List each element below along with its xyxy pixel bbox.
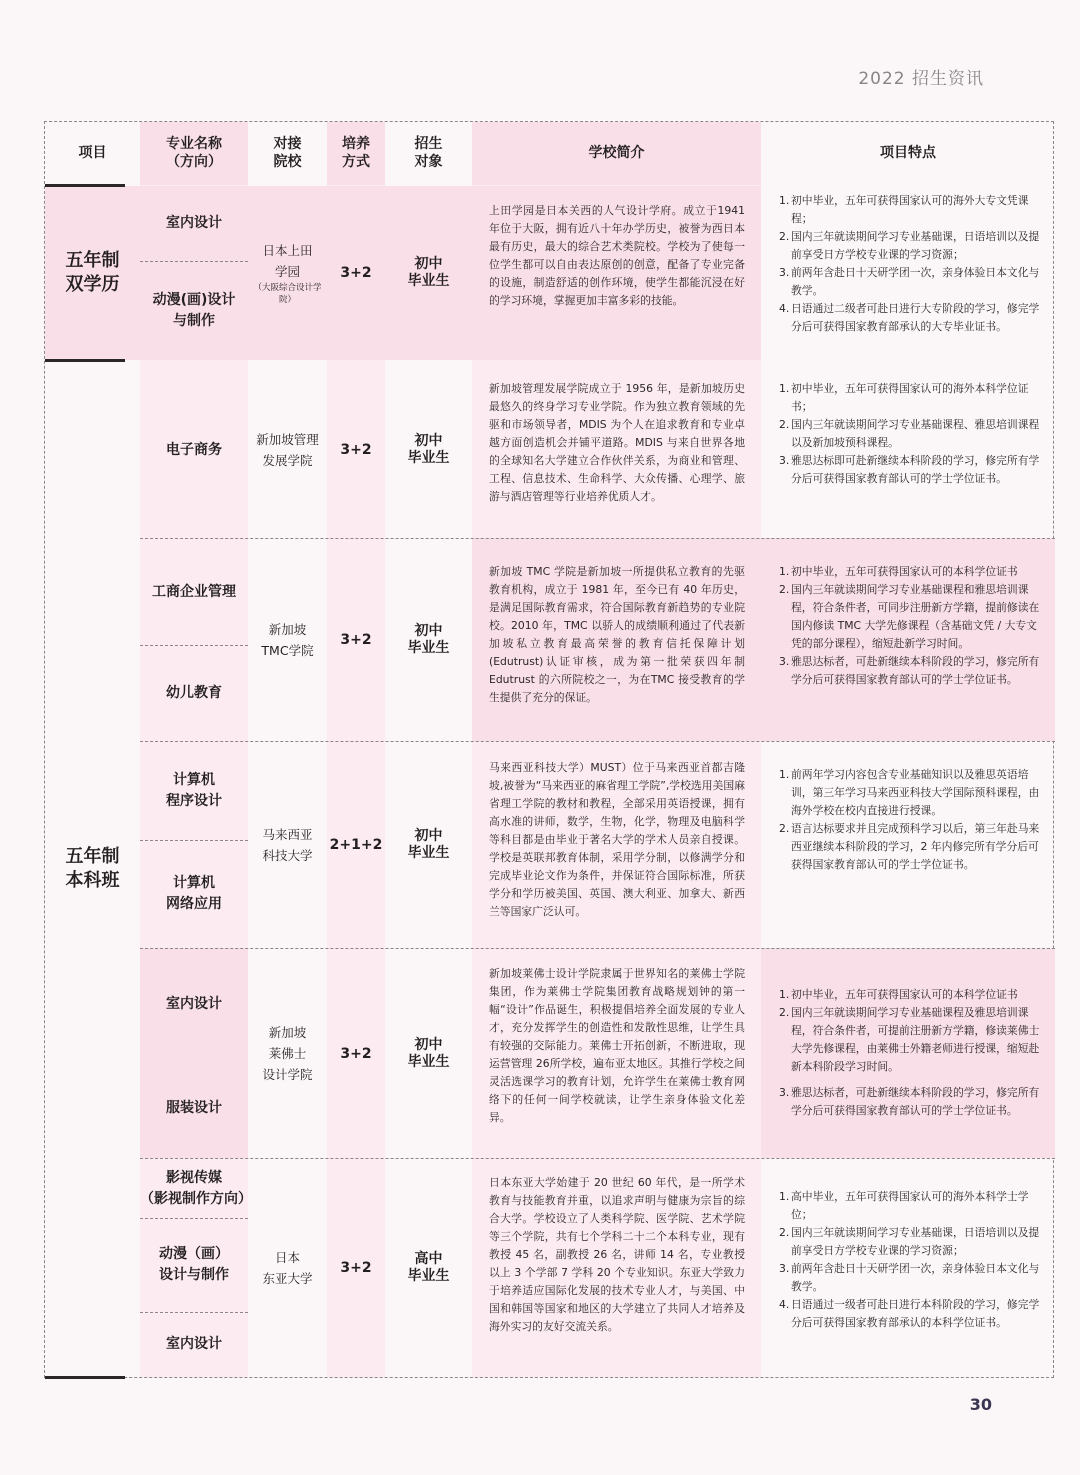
feature-text: 日语通过二级者可赴日进行大专阶段的学习，修完学分后可获得国家教育部承认的大专毕业证书。	[791, 302, 1040, 333]
feature-text: 国内三年就读期间学习专业基础课程和雅思培训课程，符合条件者，可同步注册新方学籍，提前修读在国内修读 TMC 大学先修课程（含基础文凭 / 大专文凭的部分课程），缩短赴新学习时间。	[791, 583, 1040, 650]
header-mode-line1: 培养	[342, 136, 370, 152]
major-name	[140, 840, 248, 948]
feature-text: 初中毕业，五年可获得国家认可的海外本科学位证书；	[791, 382, 1029, 413]
target-students-line1: 初中	[414, 1036, 443, 1053]
feature-item: 2. 国内三年就读期间学习专业基础课，日语培训以及提前享受日方学校专业课的学习资源；	[779, 230, 1040, 261]
target-students	[385, 742, 472, 948]
feature-item: 2. 国内三年就读期间学习专业基础课程、雅思培训课程以及新加坡预科课程。	[779, 418, 1040, 449]
header-mode-line2: 方式	[342, 154, 370, 170]
feature-text: 高中毕业，五年可获得国家认可的海外本科学士学位；	[791, 1190, 1029, 1221]
training-mode: 3+2	[340, 632, 372, 648]
partner-school-line2: 发展学院	[262, 453, 313, 468]
header-program: 项目	[78, 145, 107, 161]
program-label	[45, 362, 140, 1376]
target-students-line2: 毕业生	[407, 273, 450, 289]
target-students	[385, 1159, 472, 1376]
feature-list	[779, 766, 1041, 874]
target-students-line1: 初中	[414, 828, 443, 844]
partner-school	[248, 1159, 327, 1376]
feature-item: 3. 雅思达标者，可赴新继续本科阶段的学习，修完所有学分后可获得国家教育部认可的学士学位证书。	[779, 655, 1040, 686]
major-name-line2: 程序设计	[166, 793, 222, 809]
feature-text: 初中毕业，五年可获得国家认可的本科学位证书	[791, 988, 1018, 1001]
partner-school	[248, 949, 327, 1158]
major-name-line2: 与制作	[173, 312, 215, 329]
feature-text: 国内三年就读期间学习专业基础课程及雅思培训课程，符合条件者，可提前注册新方学籍，修读莱佛士大学先修课程，由莱佛士外籍老师进行授课，缩短赴新本科阶段学习时间。	[791, 1006, 1040, 1073]
training-mode: 3+2	[340, 1045, 372, 1062]
header-school-line2: 院校	[273, 154, 302, 170]
target-students-line2: 毕业生	[407, 1053, 450, 1070]
school-intro: 新加坡 TMC 学院是新加坡一所提供私立教育的先驱教育机构，成立于 1981 年，至今已有 40 年历史，是满足国际教育需求，符合国际教育新趋势的专业院校。2010 年，TMC 以骄人的成绩顺利通过了代表新加坡私立教育最高荣誉的教育信托保障计划(Edutrust)认证审核，成为第一批荣获四年制 Edutrust 的六所院校之一，为在TMC 接受教育的学生提供了充分的保证。	[489, 565, 745, 704]
target-students	[385, 362, 472, 538]
header-target	[385, 122, 472, 184]
partner-school	[248, 742, 327, 948]
target-students-line1: 初中	[414, 433, 443, 449]
target-students	[385, 186, 472, 360]
header-school-line1: 对接	[273, 136, 302, 152]
feature-item: 4. 日语通过一级者可赴日进行本科阶段的学习，修完学分后可获得国家教育部承认的本科学位证书。	[779, 1298, 1040, 1329]
target-students-line1: 初中	[414, 256, 443, 272]
major-name: 室内设计	[166, 215, 222, 231]
feature-text: 初中毕业，五年可获得国家认可的本科学位证书	[791, 565, 1018, 578]
school-intro: 马来西亚科技大学）MUST）位于马来西亚首都吉隆坡,被誉为“马来西亚的麻省理工学院”,学校选用美国麻省理工学院的教材和教程，全部采用英语授课，拥有高水准的讲师，数学，生物，化学，物理及电脑科学等科目都是由毕业于著名大学的学术人员亲自授课。学校是英联邦教育体制，采用学分制，以修满学分和完成毕业论文作为条件，并保证符合国际标准，所获学分和学历被美国、英国、澳大利亚、加拿大、新西兰等国家广泛认可。	[489, 761, 745, 918]
feature-text: 前两年含赴日十天研学团一次，亲身体验日本文化与教学。	[791, 1262, 1040, 1293]
feature-item: 3. 雅思达标者，可赴新继续本科阶段的学习，修完所有学分后可获得国家教育部认可的学士学位证书。	[779, 1086, 1040, 1117]
feature-text: 前两年含赴日十天研学团一次，亲身体验日本文化与教学。	[791, 266, 1040, 297]
partner-school-line1: 日本	[274, 1249, 300, 1265]
feature-item: 2. 语言达标要求并且完成预科学习以后，第三年赴马来西亚继续本科阶段的学习，2 年内修完所有学分后可获得国家教育部认可的学士学位证书。	[779, 822, 1040, 871]
feature-item: 1. 初中毕业，五年可获得国家认可的本科学位证书	[779, 988, 1018, 1001]
program-label-line2: 双学历	[65, 274, 120, 295]
header-mode	[327, 122, 385, 184]
major-name: 幼儿教育	[166, 684, 222, 701]
target-students	[385, 949, 472, 1158]
major-name-line1: 计算机	[173, 875, 215, 891]
feature-item: 1. 初中毕业，五年可获得国家认可的海外大专文凭课程；	[779, 194, 1029, 225]
program-label-line2: 本科班	[65, 870, 120, 891]
school-intro: 新加坡莱佛士设计学院隶属于世界知名的莱佛士学院集团，作为莱佛士学院集团教育战略规划钟的第一幅“设计”作品诞生，积极提倡培养全面发展的专业人才，充分发挥学生的创造性和发散性思维，让学生具有较强的交际能力。莱佛士开拓创新，不断进取，现运营管理 26所学校，遍布亚太地区。其推行学校之间灵活选课学习的教育计划，允许学生在莱佛士教育网络下的任何一间学校就读，让学生亲身体验文化差异。	[489, 967, 745, 1124]
target-students-line2: 毕业生	[407, 1267, 450, 1284]
major-name	[140, 1159, 252, 1218]
target-students-line2: 毕业生	[407, 450, 450, 466]
header-target-line2: 对象	[414, 154, 443, 170]
feature-item: 4. 日语通过二级者可赴日进行大专阶段的学习，修完学分后可获得国家教育部承认的大专毕业证书。	[779, 302, 1040, 333]
header-major	[140, 122, 248, 184]
partner-school	[248, 539, 327, 741]
major-name-line1: 计算机	[173, 772, 215, 788]
major-name: 室内设计	[166, 995, 222, 1012]
major-name-line1: 动漫(画)设计	[152, 291, 236, 308]
school-intro: 上田学园是日本关西的人气设计学府。成立于1941 年位于大阪，拥有近八十年办学历史，被誉为西日本最有历史，最大的综合艺术类院校。学校为了使每一位学生都可以自由表达原创的创意，配备了专业完备的设施，制造舒适的创作环境，使学生都能沉浸在好的学习环境，掌握更加丰富多彩的技能。	[489, 204, 745, 307]
partner-school	[248, 362, 327, 538]
major-name: 服装设计	[166, 1100, 222, 1116]
header-major-line1: 专业名称	[166, 136, 222, 152]
header-title: 2022 招生资讯	[858, 69, 984, 89]
feature-text: 雅思达标者，可赴新继续本科阶段的学习，修完所有学分后可获得国家教育部认可的学士学位证书。	[791, 655, 1040, 686]
feature-item: 2. 国内三年就读期间学习专业基础课，日语培训以及提前享受日方学校专业课的学习资源；	[779, 1226, 1040, 1257]
major-name: 室内设计	[166, 1335, 222, 1352]
feature-list	[779, 563, 1041, 689]
program-label-line1: 五年制	[65, 846, 120, 867]
header-features: 项目特点	[880, 145, 936, 161]
partner-school-line1: 马来西亚	[262, 827, 313, 842]
partner-school-line1: 新加坡	[268, 622, 307, 637]
feature-list	[779, 192, 1041, 336]
school-intro: 日本东亚大学始建于 20 世纪 60 年代，是一所学术教育与技能教育并重，以追求声明与健康为宗旨的综合大学。学校设立了人类科学院、医学院、艺术学院等三个学院，共有七个学科二十二个本科专业，现有教授 45 名，副教授 26 名，讲师 14 名，专业教授以上 3 个学部 7 学科 20 个专业知识。东亚大学致力于培养适应国际化发展的技术专业人才，与美国、中国和韩国等国家和地区的大学建立了共同人才培养及海外实习的友好交流关系。	[489, 1176, 745, 1333]
major-name-line2: 网络应用	[166, 896, 222, 912]
major-name-line2: 设计与制作	[159, 1267, 229, 1283]
target-students-line2: 毕业生	[407, 640, 450, 656]
feature-text: 国内三年就读期间学习专业基础课，日语培训以及提前享受日方学校专业课的学习资源；	[791, 1226, 1040, 1257]
header-school	[248, 122, 327, 184]
major-name	[140, 1218, 248, 1312]
feature-text: 国内三年就读期间学习专业基础课程、雅思培训课程以及新加坡预科课程。	[791, 418, 1040, 449]
program-table	[44, 121, 1054, 1378]
bottom-rule	[45, 1376, 125, 1379]
target-students	[385, 539, 472, 741]
major-name	[140, 261, 248, 360]
partner-school-line1: 日本上田	[262, 243, 313, 258]
partner-school-line2: 学园	[274, 264, 300, 279]
major-name: 电子商务	[166, 441, 222, 458]
feature-item: 1. 初中毕业，五年可获得国家认可的海外本科学位证书；	[779, 382, 1029, 413]
feature-list	[779, 986, 1041, 1120]
program-label-line1: 五年制	[65, 250, 120, 271]
training-mode: 2+1+2	[329, 837, 383, 853]
feature-text: 国内三年就读期间学习专业基础课，日语培训以及提前享受日方学校专业课的学习资源；	[791, 230, 1040, 261]
major-name-line1: 动漫（画）	[159, 1246, 229, 1262]
feature-item: 1. 高中毕业，五年可获得国家认可的海外本科学士学位；	[779, 1190, 1029, 1221]
major-name-line1: 影视传媒	[166, 1169, 222, 1186]
target-students-line2: 毕业生	[407, 845, 450, 861]
feature-text: 初中毕业，五年可获得国家认可的海外大专文凭课程；	[791, 194, 1029, 225]
partner-school-line2: 科技大学	[262, 848, 313, 863]
feature-item: 2. 国内三年就读期间学习专业基础课程和雅思培训课程，符合条件者，可同步注册新方学籍，提前修读在国内修读 TMC 大学先修课程（含基础文凭 / 大专文凭的部分课程），缩短赴新学习时间。	[779, 583, 1040, 650]
target-students-line1: 初中	[414, 623, 443, 639]
program-label	[45, 186, 140, 360]
header-intro: 学校简介	[588, 145, 645, 161]
feature-text: 语言达标要求并且完成预科学习以后，第三年赴马来西亚继续本科阶段的学习，2 年内修完所有学分后可获得国家教育部认可的学士学位证书。	[791, 822, 1040, 871]
feature-item: 1. 前两年学习内容包含专业基础知识以及雅思英语培训，第三年学习马来西亚科技大学国际预科课程，由海外学校在校内直接进行授课。	[779, 768, 1040, 817]
feature-item: 3. 前两年含赴日十天研学团一次，亲身体验日本文化与教学。	[779, 1262, 1040, 1293]
feature-text: 雅思达标即可赴新继续本科阶段的学习，修完所有学分后可获得国家教育部认可的学士学位证书。	[791, 454, 1040, 485]
feature-item: 1. 初中毕业，五年可获得国家认可的本科学位证书	[779, 565, 1018, 578]
feature-item: 3. 前两年含赴日十天研学团一次，亲身体验日本文化与教学。	[779, 266, 1040, 297]
partner-school-line1: 新加坡管理	[256, 432, 319, 447]
training-mode: 3+2	[340, 265, 372, 281]
training-mode: 3+2	[340, 1259, 372, 1276]
feature-item: 2. 国内三年就读期间学习专业基础课程及雅思培训课程，符合条件者，可提前注册新方学籍，修读莱佛士大学先修课程，由莱佛士外籍老师进行授课，缩短赴新本科阶段学习时间。	[779, 1006, 1040, 1073]
header-target-line1: 招生	[414, 136, 443, 152]
feature-text: 前两年学习内容包含专业基础知识以及雅思英语培训，第三年学习马来西亚科技大学国际预科课程，由海外学校在校内直接进行授课。	[791, 768, 1040, 817]
page-number: 30	[969, 1395, 992, 1414]
partner-school-line3: 设计学院	[262, 1067, 313, 1082]
feature-item: 3. 雅思达标即可赴新继续本科阶段的学习，修完所有学分后可获得国家教育部认可的学士学位证书。	[779, 454, 1040, 485]
partner-school	[248, 186, 327, 360]
feature-text: 日语通过一级者可赴日进行本科阶段的学习，修完学分后可获得国家教育部承认的本科学位证书。	[791, 1298, 1040, 1329]
header-major-line2: （方向）	[166, 154, 222, 170]
feature-list	[779, 380, 1041, 488]
partner-school-note: （大阪综合设计学院）	[253, 283, 322, 305]
major-name: 工商企业管理	[152, 583, 236, 600]
major-name-line2: （影视制作方向）	[140, 1190, 252, 1207]
feature-text: 雅思达标者，可赴新继续本科阶段的学习，修完所有学分后可获得国家教育部认可的学士学位证书。	[791, 1086, 1040, 1117]
partner-school-line2: 莱佛士	[268, 1046, 307, 1061]
feature-list	[779, 1188, 1041, 1332]
partner-school-line2: 东亚大学	[262, 1270, 313, 1286]
partner-school-line1: 新加坡	[268, 1025, 307, 1040]
target-students-line1: 高中	[414, 1250, 443, 1267]
school-intro: 新加坡管理发展学院成立于 1956 年，是新加坡历史最悠久的终身学习专业学院。作为独立教育领域的先驱和市场领导者，MDIS 为个人在追求教育和专业卓越方面创造机会并铺平道路。MDIS 与来自世界各地的全球知名大学建立合作伙伴关系，为商业和管理、工程、信息技术、生命科学、大众传播、心理学、旅游与酒店管理等行业培养优质人才。	[489, 382, 745, 503]
major-name	[140, 742, 248, 840]
partner-school-line2: TMC学院	[261, 643, 314, 658]
training-mode: 3+2	[340, 442, 372, 458]
